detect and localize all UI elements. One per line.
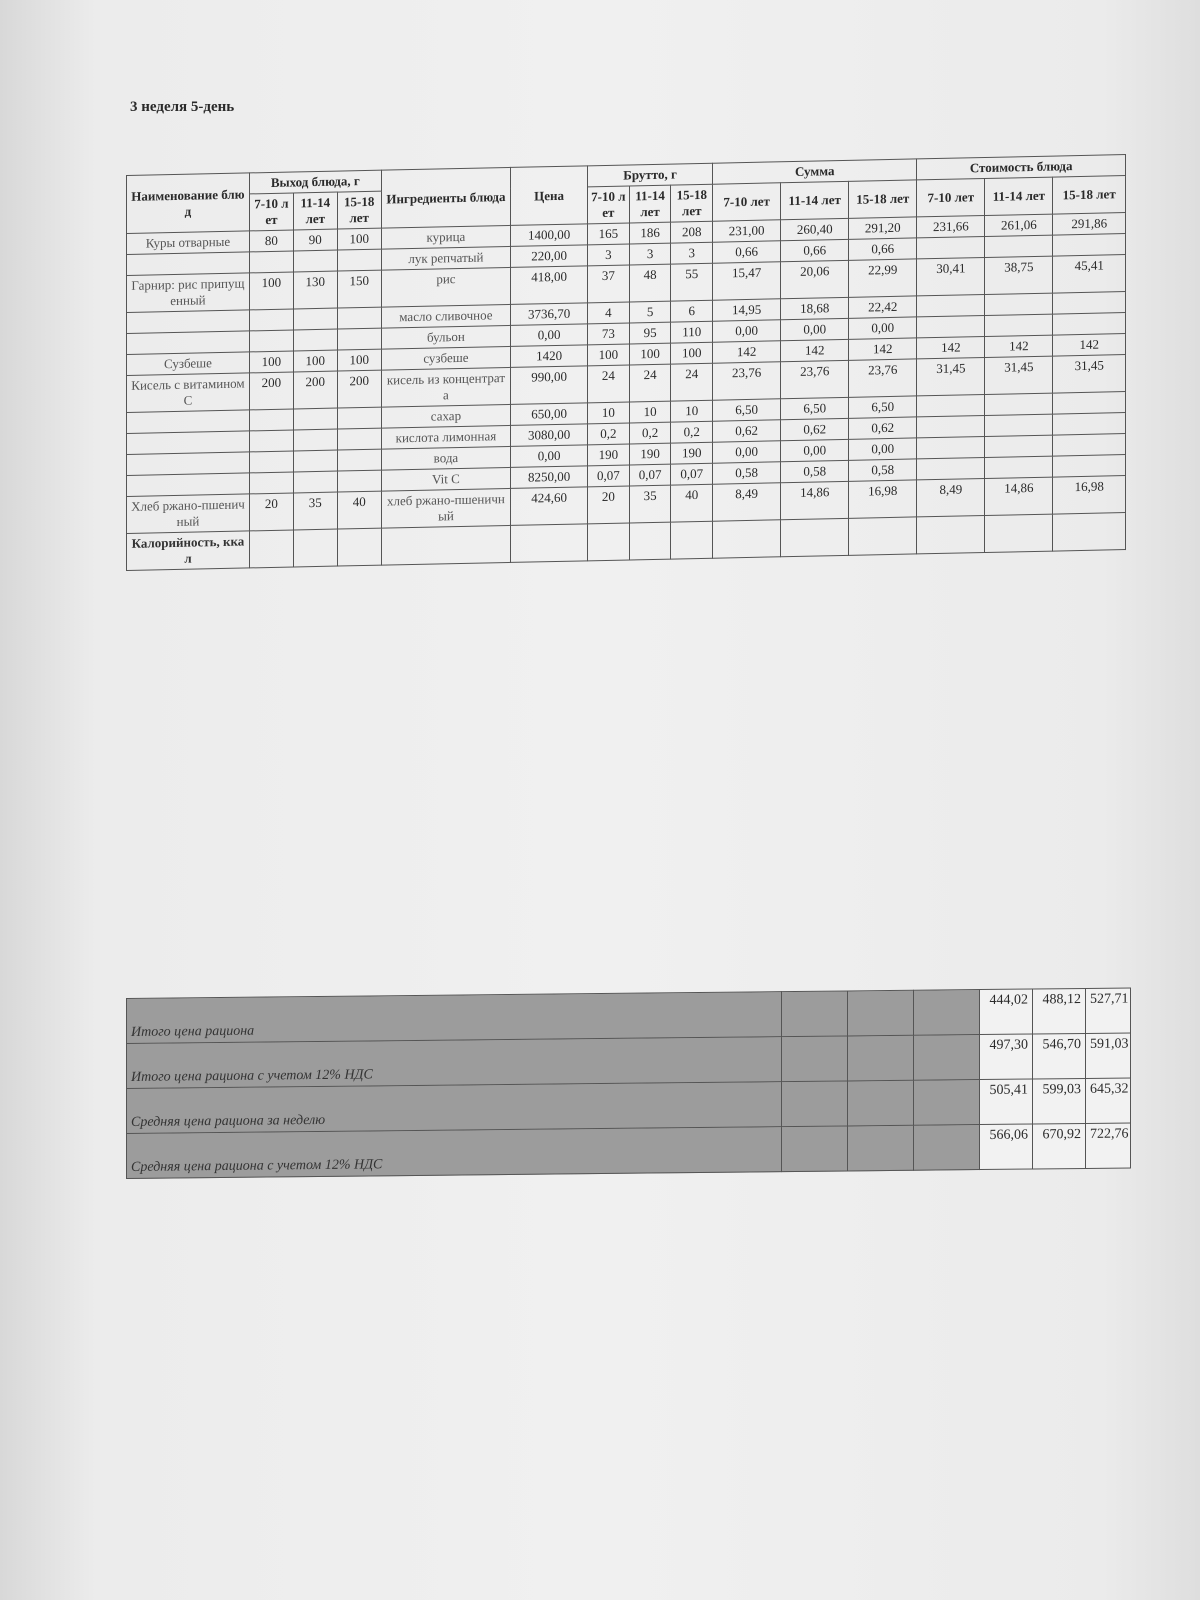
dish-name-cell [127,473,250,497]
cost-cell-1 [917,316,985,338]
col-output: Выход блюда, г [249,170,381,194]
cost-cell-1 [917,395,985,417]
price-cell: 3080,00 [511,424,588,447]
sum-cell-1: 15,47 [713,262,781,300]
brutto-cell-3: 10 [671,400,713,422]
sum-cell-2: 142 [781,339,849,361]
ingredient-cell: Vit C [381,467,511,491]
sub-out-3: 15-18 лет [337,191,381,229]
sub-brutto-1: 7-10 лет [588,186,630,224]
dish-name-cell [127,431,250,455]
cost-cell-3 [1053,313,1126,336]
summary-empty-cell [848,1125,914,1171]
sum-cell-1: 23,76 [713,362,781,400]
brutto-cell-2: 48 [629,264,671,302]
output-cell-1 [249,409,293,431]
summary-empty-cell [782,991,848,1037]
sum-cell-2: 14,86 [781,481,849,519]
sum-cell-1: 231,00 [713,220,781,242]
price-cell: 220,00 [511,245,588,268]
cost-cell-2 [985,414,1053,436]
cost-cell-1: 142 [917,337,985,359]
sub-sum-1: 7-10 лет [713,183,781,221]
calories-empty-cell [985,514,1053,552]
output-cell-3: 100 [337,349,381,371]
sum-cell-1: 0,66 [713,241,781,263]
summary-empty-cell [848,990,914,1036]
price-cell: 3736,70 [511,303,588,326]
cost-cell-2 [985,293,1053,315]
price-cell: 424,60 [511,487,588,526]
brutto-cell-3: 0,2 [671,421,713,443]
sum-cell-2: 20,06 [781,260,849,298]
cost-cell-1 [917,458,985,480]
price-cell: 0,00 [511,445,588,468]
output-cell-1 [249,330,293,352]
cost-cell-1 [917,416,985,438]
cost-cell-1: 8,49 [917,479,985,517]
brutto-cell-2: 0,2 [629,422,671,444]
sum-cell-2: 0,62 [781,418,849,440]
cost-cell-3: 16,98 [1053,476,1126,515]
ingredient-cell: сузбеше [381,346,511,370]
sub-sum-2: 11-14 лет [781,181,849,219]
summary-value-1: 566,06 [980,1124,1033,1170]
dish-name-cell [127,410,250,434]
output-cell-1 [249,430,293,452]
brutto-cell-2: 190 [629,443,671,465]
summary-value-3: 527,71 [1086,988,1131,1033]
price-cell: 990,00 [511,366,588,405]
sum-cell-1: 14,95 [713,299,781,321]
sub-brutto-2: 11-14 лет [629,185,671,223]
ingredient-cell: хлеб ржано-пшеничный [381,488,511,528]
page-heading: 3 неделя 5-день [130,99,235,115]
sum-cell-1: 142 [713,341,781,363]
calories-empty-cell [588,523,630,561]
summary-value-2: 670,92 [1033,1123,1086,1169]
cost-cell-3 [1053,455,1126,478]
cost-cell-1 [917,437,985,459]
col-ingredients: Ингредиенты блюда [381,167,511,228]
ingredient-cell: сахар [381,404,511,428]
sum-cell-2: 23,76 [781,360,849,398]
output-cell-2 [293,250,337,272]
sum-cell-1: 0,00 [713,320,781,342]
brutto-cell-2: 186 [629,222,671,244]
brutto-cell-2: 0,07 [629,464,671,486]
calories-empty-cell [713,520,781,558]
output-cell-3 [337,328,381,350]
output-cell-1 [249,472,293,494]
summary-empty-cell [848,1080,914,1126]
sub-out-1: 7-10 лет [249,193,293,231]
brutto-cell-1: 37 [588,265,630,303]
cost-cell-2: 14,86 [985,477,1053,515]
sub-out-2: 11-14 лет [293,192,337,230]
summary-empty-cell [782,1036,848,1082]
sum-cell-3: 6,50 [849,396,917,418]
output-cell-2: 90 [293,229,337,251]
col-sum: Сумма [713,159,917,184]
output-cell-1 [249,309,293,331]
cost-cell-3: 291,86 [1053,213,1126,236]
summary-empty-cell [914,1080,980,1126]
cost-cell-3: 142 [1053,334,1126,357]
sub-cost-2: 11-14 лет [985,177,1053,215]
sum-cell-3: 0,62 [849,417,917,439]
summary-body [127,988,1131,1179]
dish-name-cell: Гарнир: рис припущенный [127,273,250,313]
output-cell-3: 200 [337,370,381,408]
menu-table [126,154,1126,571]
sub-brutto-3: 15-18 лет [671,184,713,222]
cost-cell-3: 31,45 [1053,355,1126,394]
summary-empty-cell [848,1035,914,1081]
summary-value-2: 599,03 [1033,1078,1086,1124]
ingredient-cell: вода [381,446,511,470]
col-cost: Стоимость блюда [917,155,1126,180]
sum-cell-3: 142 [849,338,917,360]
summary-value-2: 488,12 [1033,988,1086,1034]
cost-cell-3 [1053,292,1126,315]
cost-cell-1: 231,66 [917,216,985,238]
summary-empty-cell [914,1035,980,1081]
sum-cell-2: 6,50 [781,397,849,419]
output-cell-3 [337,307,381,329]
calories-empty-cell [1053,513,1126,552]
cost-cell-1: 31,45 [917,358,985,396]
output-cell-2: 200 [293,371,337,409]
price-cell: 1420 [511,345,588,368]
output-cell-2 [293,471,337,493]
calories-empty-cell [917,516,985,554]
output-cell-1 [249,251,293,273]
calories-label: Калорийность, ккал [127,531,250,571]
output-cell-2: 130 [293,271,337,309]
brutto-cell-2: 3 [629,243,671,265]
ingredient-cell: кислота лимонная [381,425,511,449]
summary-empty-cell [782,1126,848,1172]
dish-name-cell [127,252,250,276]
summary-label: Средняя цена рациона за неделю [127,1082,782,1134]
sum-cell-3: 0,58 [849,459,917,481]
ingredient-cell: бульон [381,325,511,349]
output-cell-2 [293,308,337,330]
brutto-cell-2: 95 [629,322,671,344]
col-brutto: Брутто, г [588,163,713,187]
sub-cost-1: 7-10 лет [917,179,985,217]
cost-cell-3 [1053,413,1126,436]
sum-cell-2: 260,40 [781,218,849,240]
sum-cell-1: 0,58 [713,462,781,484]
brutto-cell-3: 6 [671,300,713,322]
brutto-cell-1: 0,2 [588,423,630,445]
calories-empty-cell [293,529,337,567]
summary-row [127,1123,1131,1179]
brutto-cell-1: 10 [588,402,630,424]
output-cell-3 [337,470,381,492]
output-cell-3 [337,249,381,271]
sum-cell-3: 22,99 [849,259,917,297]
summary-empty-cell [914,1125,980,1171]
summary-value-1: 497,30 [980,1034,1033,1080]
sum-cell-3: 0,00 [849,317,917,339]
sub-cost-3: 15-18 лет [1053,176,1126,215]
brutto-cell-3: 110 [671,321,713,343]
brutto-cell-1: 0,07 [588,465,630,487]
sub-sum-3: 15-18 лет [849,180,917,218]
summary-empty-cell [782,1081,848,1127]
brutto-cell-1: 73 [588,323,630,345]
cost-cell-1 [917,237,985,259]
calories-empty-cell [671,521,713,559]
summary-value-3: 645,32 [1086,1078,1131,1123]
ingredient-cell: рис [381,267,511,307]
calories-empty-cell [381,525,511,565]
output-cell-3 [337,428,381,450]
sum-cell-3: 0,66 [849,238,917,260]
calories-empty-cell [249,530,293,568]
cost-cell-3 [1053,434,1126,457]
dish-name-cell: Сузбеше [127,352,250,376]
output-cell-1: 100 [249,351,293,373]
brutto-cell-2: 35 [629,485,671,523]
dish-name-cell [127,452,250,476]
brutto-cell-3: 100 [671,342,713,364]
output-cell-3 [337,407,381,429]
output-cell-1: 80 [249,230,293,252]
sum-cell-2: 18,68 [781,297,849,319]
sum-cell-3: 23,76 [849,359,917,397]
cost-cell-3 [1053,234,1126,257]
cost-cell-2: 142 [985,335,1053,357]
sum-cell-2: 0,66 [781,239,849,261]
brutto-cell-1: 4 [588,302,630,324]
summary-value-3: 591,03 [1086,1033,1131,1078]
cost-cell-2 [985,235,1053,257]
brutto-cell-1: 165 [588,223,630,245]
brutto-cell-2: 100 [629,343,671,365]
sum-cell-1: 0,00 [713,441,781,463]
brutto-cell-3: 190 [671,442,713,464]
brutto-cell-1: 20 [588,486,630,524]
price-cell: 8250,00 [511,466,588,489]
dish-name-cell: Кисель с витамином С [127,373,250,413]
summary-value-1: 444,02 [980,989,1033,1035]
brutto-cell-2: 24 [629,364,671,402]
table-body [127,213,1126,571]
brutto-cell-3: 0,07 [671,463,713,485]
brutto-cell-3: 55 [671,263,713,301]
output-cell-3: 100 [337,228,381,250]
summary-table [126,987,1131,1179]
price-cell: 1400,00 [511,224,588,247]
col-price: Цена [511,166,588,226]
ingredient-cell: курица [381,225,511,249]
dish-name-cell [127,331,250,355]
brutto-cell-1: 100 [588,344,630,366]
output-cell-2: 100 [293,350,337,372]
brutto-cell-1: 24 [588,365,630,403]
calories-empty-cell [337,528,381,566]
brutto-cell-3: 208 [671,221,713,243]
calories-empty-cell [629,522,671,560]
ingredient-cell: кисель из концентрата [381,367,511,407]
output-cell-1 [249,451,293,473]
ingredient-cell: масло сливочное [381,304,511,328]
sum-cell-2: 0,00 [781,318,849,340]
cost-cell-2: 261,06 [985,214,1053,236]
output-cell-2 [293,408,337,430]
calories-empty-cell [849,517,917,555]
summary-value-3: 722,76 [1086,1123,1131,1168]
dish-name-cell: Куры отварные [127,231,250,255]
sum-cell-3: 22,42 [849,296,917,318]
calories-empty-cell [781,518,849,556]
summary-label: Средняя цена рациона с учетом 12% НДС [127,1127,782,1179]
output-cell-3: 40 [337,491,381,529]
ingredient-cell: лук репчатый [381,246,511,270]
cost-cell-2: 31,45 [985,356,1053,394]
brutto-cell-1: 190 [588,444,630,466]
output-cell-3: 150 [337,270,381,308]
sum-cell-3: 16,98 [849,480,917,518]
brutto-cell-2: 10 [629,401,671,423]
output-cell-3 [337,449,381,471]
dish-name-cell: Хлеб ржано-пшеничный [127,494,250,534]
cost-cell-3: 45,41 [1053,255,1126,294]
output-cell-1: 20 [249,493,293,531]
sum-cell-2: 0,00 [781,439,849,461]
cost-cell-2: 38,75 [985,256,1053,294]
brutto-cell-3: 40 [671,484,713,522]
summary-label: Итого цена рациона [127,992,782,1044]
summary-value-1: 505,41 [980,1079,1033,1125]
col-name: Наименование блюд [127,173,250,234]
summary-value-2: 546,70 [1033,1033,1086,1079]
summary-empty-cell [914,990,980,1036]
brutto-cell-3: 24 [671,363,713,401]
cost-cell-1: 30,41 [917,258,985,296]
output-cell-1: 100 [249,272,293,310]
output-cell-2 [293,429,337,451]
sum-cell-3: 291,20 [849,217,917,239]
cost-cell-2 [985,456,1053,478]
dish-name-cell [127,310,250,334]
output-cell-1: 200 [249,372,293,410]
cost-cell-2 [985,435,1053,457]
sum-cell-1: 6,50 [713,399,781,421]
output-cell-2: 35 [293,492,337,530]
sum-cell-3: 0,00 [849,438,917,460]
sum-cell-1: 0,62 [713,420,781,442]
brutto-cell-2: 5 [629,301,671,323]
cost-cell-2 [985,314,1053,336]
brutto-cell-3: 3 [671,242,713,264]
price-cell: 650,00 [511,403,588,426]
calories-empty-cell [511,524,588,563]
sum-cell-2: 0,58 [781,460,849,482]
cost-cell-2 [985,393,1053,415]
sum-cell-1: 8,49 [713,483,781,521]
output-cell-2 [293,450,337,472]
price-cell: 0,00 [511,324,588,347]
brutto-cell-1: 3 [588,244,630,266]
output-cell-2 [293,329,337,351]
summary-label: Итого цена рациона с учетом 12% НДС [127,1037,782,1089]
cost-cell-3 [1053,392,1126,415]
cost-cell-1 [917,295,985,317]
price-cell: 418,00 [511,266,588,305]
